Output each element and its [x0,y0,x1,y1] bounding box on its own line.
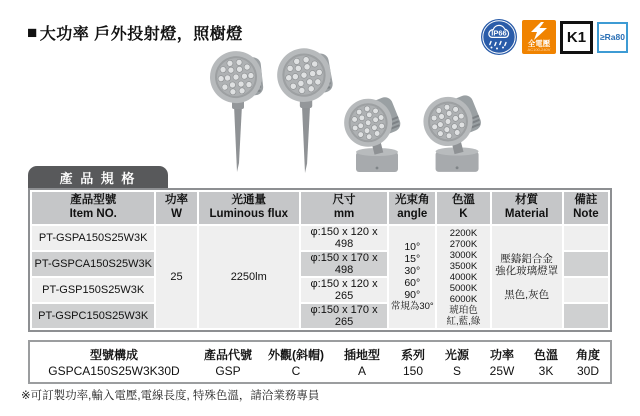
spec-header-row [32,192,608,224]
k1-badge [560,21,593,54]
title-bullet-icon: ■ [27,23,38,42]
note-cell [564,278,608,302]
model-value-cct: 3K [538,364,554,378]
size-cell: φ:150 x 170 x 265 [301,304,387,328]
power-cell: 25 [156,226,196,328]
model-col-source: 光源 [444,348,469,362]
col-header-angle: 光束角 angle [389,192,435,224]
table-row [32,226,608,250]
size-cell: φ:150 x 120 x 265 [301,278,387,302]
col-header-material: 材質 Material [492,192,562,224]
ip66-badge [480,18,518,56]
col-header-item: 產品型號 Item NO. [32,192,154,224]
size-cell: φ:150 x 120 x 498 [301,226,387,250]
item-no-cell: PT-GSP150S25W3K [32,278,154,302]
svg-text:IP66: IP66 [491,28,507,38]
ip66-icon [480,18,518,56]
item-no-cell: PT-GSPCA150S25W3K [32,252,154,276]
base-light-image-1 [336,92,412,176]
note-cell [564,226,608,250]
model-value-code: GSP [215,364,241,378]
col-header-note: 備註 Note [564,192,608,224]
model-composition-table [28,340,612,384]
base-light-image-2 [414,90,494,176]
section-tab-product-spec: 產 品 規 格 [28,166,168,188]
col-header-size: 尺寸 mm [301,192,387,224]
full-voltage-badge [522,20,556,54]
ra80-badge [597,22,628,53]
model-value-source: S [452,364,461,378]
page-title-text: 大功率 戶外投射燈，照樹燈 [39,26,243,43]
luminous-flux-cell: 2250lm [199,226,299,328]
spike-light-image-1 [206,47,268,173]
col-header-power: 功率 W [156,192,196,224]
col-header-flux: 光通量 Luminous flux [199,192,299,224]
model-col-angle: 角度 [575,348,600,362]
model-col-appearance: 外觀(斜帽) [268,348,324,362]
spike-light-image-2 [272,44,338,174]
model-value-ground: A [357,364,366,378]
lightning-bolt-icon [529,22,549,40]
model-value-power: 25W [489,364,515,378]
col-header-cct: 色溫 K [437,192,489,224]
model-value-composition: GSPCA150S25W3K30D [48,364,180,378]
model-col-cct: 色溫 [533,348,558,362]
model-value-appearance: C [291,364,301,378]
full-voltage-sub: AC100-240V [527,47,551,53]
note-cell [564,252,608,276]
model-col-code: 產品代號 [203,348,252,362]
page-title [27,21,243,44]
color-temp-cell: 2200K 2700K 3000K 3500K 4000K 5000K 6000K 琥珀色 紅,藍,綠 [437,226,489,328]
model-header-row [30,345,610,364]
item-no-cell: PT-GSPC150S25W3K [32,304,154,328]
model-value-row [30,364,610,378]
size-cell: φ:150 x 170 x 498 [301,252,387,276]
note-cell [564,304,608,328]
material-cell: 壓鑄鋁合金 強化玻璃燈罩 黑色,灰色 [492,226,562,328]
model-value-angle: 30D [576,364,599,378]
model-col-series: 系列 [400,348,425,362]
beam-angle-cell: 10° 15° 30° 60° 90° 常規為30° [389,226,435,328]
certification-badges [480,18,628,56]
spec-table [28,188,612,332]
k1-label: K1 [566,28,587,46]
ra80-label: ≥Ra80 [600,32,625,42]
model-col-composition: 型號構成 [89,348,138,362]
model-col-ground: 插地型 [343,348,380,362]
model-value-series: 150 [402,364,424,378]
custom-order-footnote: ※可訂製功率,輸入電壓,電線長度, 特殊色溫，請洽業務專員 [21,390,320,402]
full-voltage-label: 全電壓 [527,38,551,48]
model-col-power: 功率 [489,348,514,362]
item-no-cell: PT-GSPA150S25W3K [32,226,154,250]
